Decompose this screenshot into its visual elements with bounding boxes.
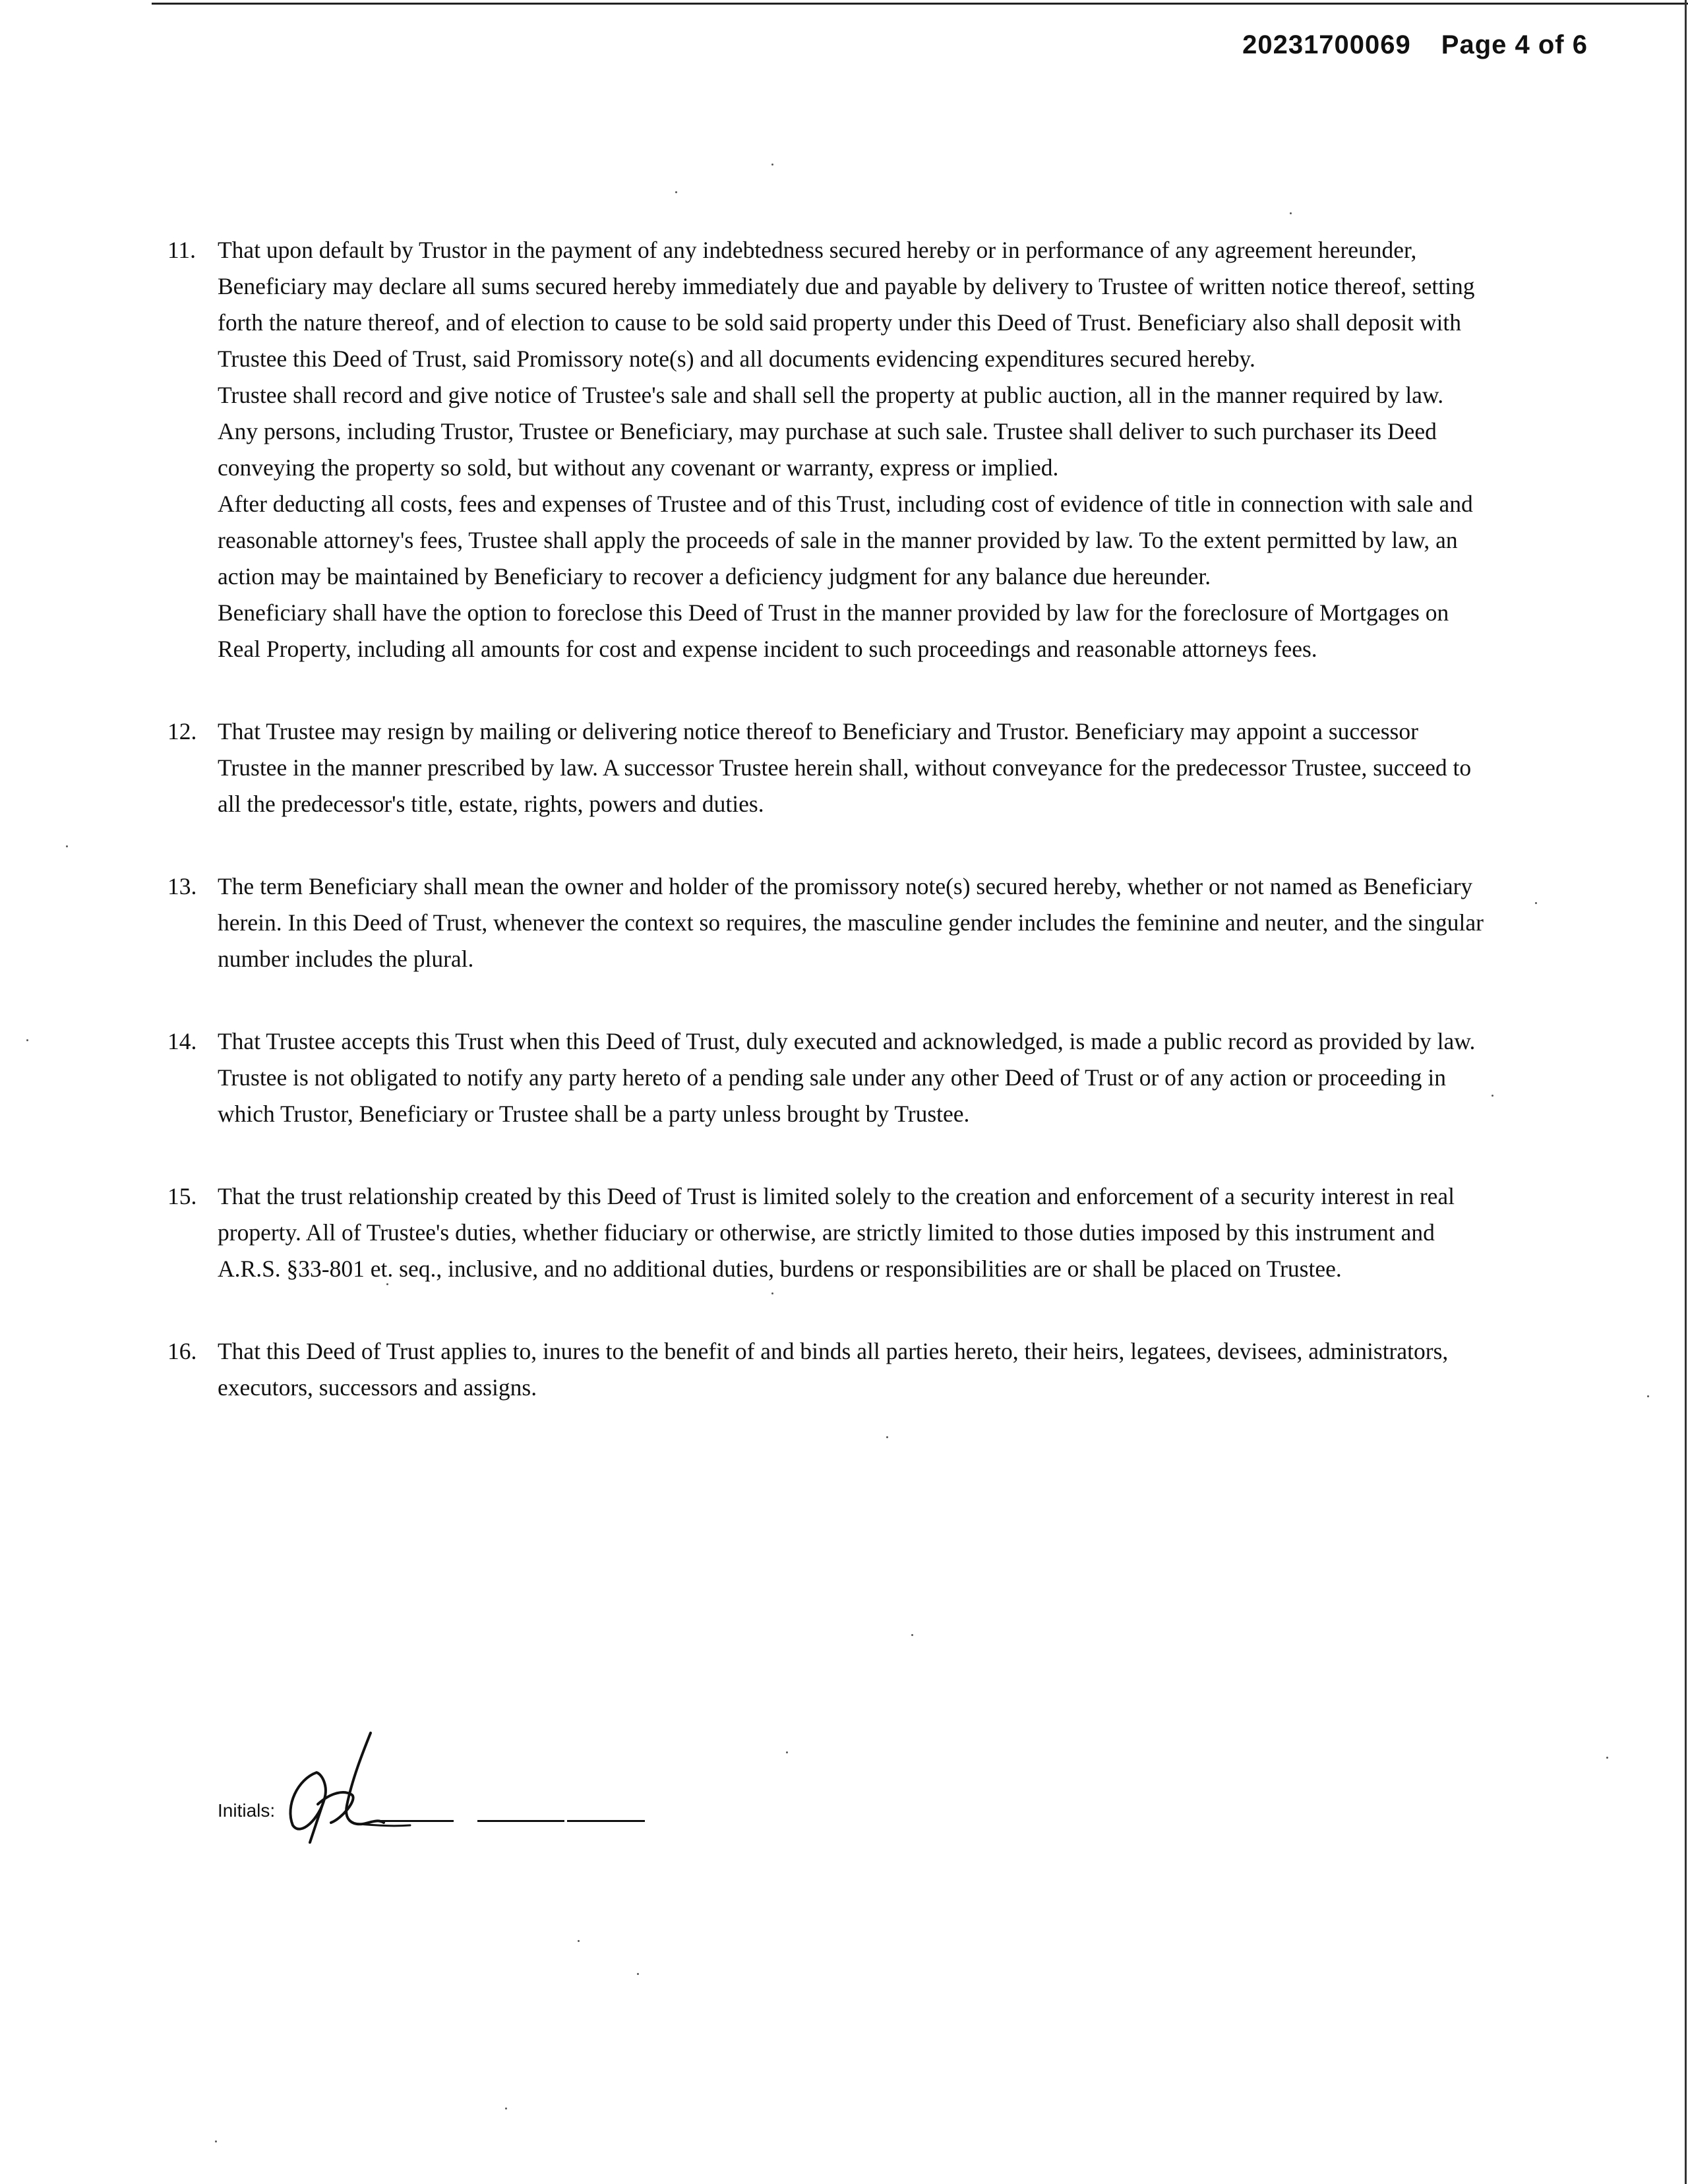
scan-speck: [886, 1436, 888, 1438]
section-number: 14.: [167, 1028, 197, 1054]
initials-block: [218, 1726, 679, 1845]
scan-speck: [771, 1292, 773, 1294]
scan-speck: [1535, 902, 1537, 904]
page-indicator: Page 4 of 6: [1441, 30, 1588, 59]
section-14: [167, 1023, 1486, 1132]
section-number: 15.: [167, 1183, 197, 1209]
scan-speck: [215, 2140, 217, 2142]
scan-speck: [66, 845, 68, 847]
section-paragraph: That Trustee may resign by mailing or delivering notice thereof to Beneficiary and Trustor. Beneficiary may appoint a successor Trustee in the manner prescribed by law. A successor Trustee herein shall, without conveyance for the predecessor Trustee, succeed to all the predecessor's title, estate, rights, powers and duties.: [218, 718, 1472, 817]
section-paragraph: After deducting all costs, fees and expenses of Trustee and of this Trust, including cost of evidence of title in connection with sale and reasonable attorney's fees, Trustee shall apply the proceeds of sale in the manner provided by law. To the extent permitted by law, an action may be maintained by Beneficiary to recover a deficiency judgment for any balance due hereunder.: [218, 491, 1473, 590]
scan-speck: [578, 1940, 580, 1942]
scan-speck: [26, 1039, 28, 1041]
section-paragraph: That Trustee accepts this Trust when this Deed of Trust, duly executed and acknowledged, is made a public record as provided by law. Trustee is not obligated to notify any party hereto of a pending sale under any other Deed of Trust or of any action or proceeding in which Trustor, Beneficiary or Trustee shall be a party unless brought by Trustee.: [218, 1028, 1476, 1127]
section-paragraph: That the trust relationship created by this Deed of Trust is limited solely to the creation and enforcement of a security interest in real property. All of Trustee's duties, whether fiduciary or otherwise, are strictly limited to those duties imposed by this instrument and A.R.S. §33-801 et. seq., inclusive, and no additional duties, burdens or responsibilities are or shall be placed on Trustee.: [218, 1183, 1455, 1282]
section-number: 12.: [167, 718, 197, 744]
section-16: [167, 1333, 1486, 1406]
section-number: 13.: [167, 873, 197, 899]
section-paragraph: That this Deed of Trust applies to, inures to the benefit of and binds all parties hereto, their heirs, legatees, devisees, administrators, executors, successors and assigns.: [218, 1338, 1449, 1401]
handwritten-initials-signature-icon: [278, 1726, 423, 1845]
document-number: 20231700069: [1242, 30, 1411, 59]
section-12: [167, 713, 1486, 822]
scan-speck: [1647, 1395, 1649, 1397]
scan-speck: [1606, 1757, 1608, 1759]
section-paragraph: That upon default by Trustor in the payment of any indebtedness secured hereby or in performance of any agreement hereunder, Beneficiary may declare all sums secured hereby immediately due and payable by delivery to Trustee of written notice thereof, setting forth the nature thereof, and of election to cause to be sold said property under this Deed of Trust. Beneficiary also shall deposit with Trustee this Deed of Trust, said Promissory note(s) and all documents evidencing expenditures secured hereby.: [218, 237, 1475, 372]
initials-blank-line-3: [567, 1820, 645, 1822]
scan-speck: [675, 191, 677, 193]
scan-speck: [1290, 212, 1292, 214]
section-number: 16.: [167, 1338, 197, 1364]
scan-speck: [771, 164, 773, 166]
section-number: 11.: [167, 237, 196, 263]
top-border-line: [152, 3, 1688, 5]
page-header: [1242, 30, 1588, 60]
initials-blank-line-2: [477, 1820, 564, 1822]
scan-speck: [1492, 1095, 1493, 1097]
section-paragraph: Beneficiary shall have the option to foreclose this Deed of Trust in the manner provided by law for the foreclosure of Mortgages on Real Property, including all amounts for cost and expense incident to such proceedings and reasonable attorneys fees.: [218, 599, 1449, 662]
initials-blank-line-1: [381, 1820, 454, 1822]
scan-speck: [505, 2108, 507, 2109]
scan-speck: [911, 1634, 913, 1636]
section-paragraph: The term Beneficiary shall mean the owner and holder of the promissory note(s) secured hereby, whether or not named as Beneficiary herein. In this Deed of Trust, whenever the context so requires, the masculine gender includes the feminine and neuter, and the singular number includes the plural.: [218, 873, 1484, 972]
section-13: [167, 868, 1486, 977]
scan-speck: [386, 1283, 388, 1285]
section-paragraph: Trustee shall record and give notice of Trustee's sale and shall sell the property at public auction, all in the manner required by law. Any persons, including Trustor, Trustee or Beneficiary, may purchase at such sale. Trustee shall deliver to such purchaser its Deed conveying the property so sold, but without any covenant or warranty, express or implied.: [218, 382, 1444, 481]
right-border-line: [1685, 0, 1687, 2184]
section-15: [167, 1178, 1486, 1287]
document-body: [167, 232, 1486, 1452]
section-11: [167, 232, 1486, 667]
scan-speck: [637, 1973, 639, 1975]
scan-speck: [786, 1751, 788, 1753]
initials-label: Initials:: [218, 1800, 276, 1821]
